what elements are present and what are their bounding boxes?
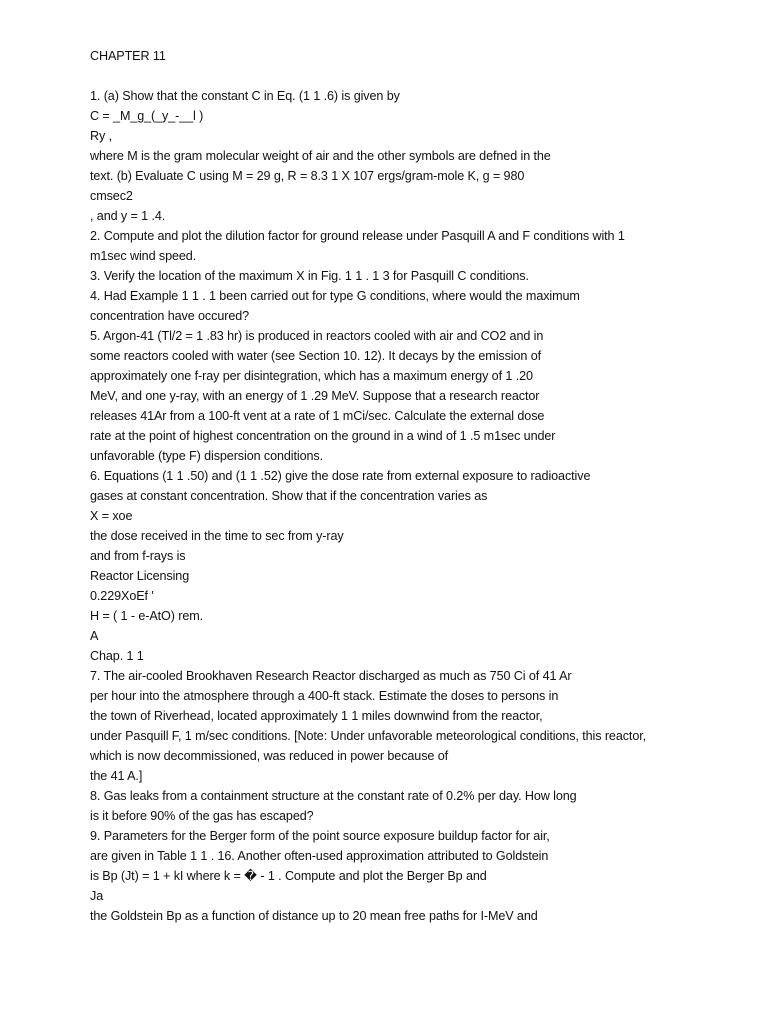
text-line: releases 41Ar from a 100-ft vent at a rate of 1 mCi/sec. Calculate the external dose [90,409,545,423]
text-line: H = ( 1 - e-AtO) rem. [90,609,204,623]
text-line: , and y = 1 .4. [90,209,166,223]
text-line: are given in Table 1 1 . 16. Another often-used approximation attributed to Goldstein [90,849,549,863]
text-line: C = _M_g_(_y_-__l ) [90,109,204,123]
text-line: where M is the gram molecular weight of air and the other symbols are defned in the [90,149,551,163]
text-line: Ja [90,889,104,903]
text-line: the town of Riverhead, located approximately 1 1 miles downwind from the reactor, [90,709,543,723]
text-line: 0.229XoEf ' [90,589,154,603]
blank-line [90,66,760,86]
text-line: the Goldstein Bp as a function of distance up to 20 mean free paths for I-MeV and [90,909,538,923]
text-line: gases at constant concentration. Show that if the concentration varies as [90,489,488,503]
text-line: which is now decommissioned, was reduced in power because of [90,749,449,763]
text-line: X = xoe [90,509,133,523]
document-text [90,46,760,926]
text-line: 8. Gas leaks from a containment structure at the constant rate of 0.2% per day. How long [90,789,577,803]
text-line: is Bp (Jt) = 1 + kI where k = � - 1 . Compute and plot the Berger Bp and [90,869,487,883]
text-line: concentration have occured? [90,309,250,323]
text-line: 6. Equations (1 1 .50) and (1 1 .52) give the dose rate from external exposure to radioactive [90,469,591,483]
text-line: text. (b) Evaluate C using M = 29 g, R = 8.3 1 X 107 ergs/gram-mole K, g = 980 [90,169,525,183]
text-line: some reactors cooled with water (see Section 10. 12). It decays by the emission of [90,349,541,363]
text-line: Reactor Licensing [90,569,190,583]
chapter-heading: CHAPTER 11 [90,49,166,63]
text-line: Ry , [90,129,112,143]
text-line: Chap. 1 1 [90,649,144,663]
text-line: is it before 90% of the gas has escaped? [90,809,314,823]
text-line: unfavorable (type F) dispersion conditions. [90,449,324,463]
text-line: cmsec2 [90,189,133,203]
text-line: per hour into the atmosphere through a 400-ft stack. Estimate the doses to persons in [90,689,559,703]
text-line: A [90,629,99,643]
text-line: 3. Verify the location of the maximum X in Fig. 1 1 . 1 3 for Pasquill C conditions. [90,269,529,283]
text-line: and from f-rays is [90,549,186,563]
text-line: 9. Parameters for the Berger form of the point source exposure buildup factor for air, [90,829,550,843]
text-line: 7. The air-cooled Brookhaven Research Reactor discharged as much as 750 Ci of 41 Ar [90,669,572,683]
text-line: approximately one f-ray per disintegration, which has a maximum energy of 1 .20 [90,369,533,383]
text-line: rate at the point of highest concentration on the ground in a wind of 1 .5 m1sec under [90,429,556,443]
text-line: 4. Had Example 1 1 . 1 been carried out for type G conditions, where would the maximum [90,289,580,303]
text-line: m1sec wind speed. [90,249,197,263]
text-line: the dose received in the time to sec from y-ray [90,529,344,543]
text-line: 5. Argon-41 (Tl/2 = 1 .83 hr) is produced in reactors cooled with air and CO2 and in [90,329,544,343]
text-line: under Pasquill F, 1 m/sec conditions. [Note: Under unfavorable meteorological conditions, this reactor, [90,729,647,743]
text-line: MeV, and one y-ray, with an energy of 1 .29 MeV. Suppose that a research reactor [90,389,540,403]
text-line: the 41 A.] [90,769,143,783]
text-line: 2. Compute and plot the dilution factor for ground release under Pasquill A and F conditions with 1 [90,229,625,243]
text-line: 1. (a) Show that the constant C in Eq. (1 1 .6) is given by [90,89,400,103]
